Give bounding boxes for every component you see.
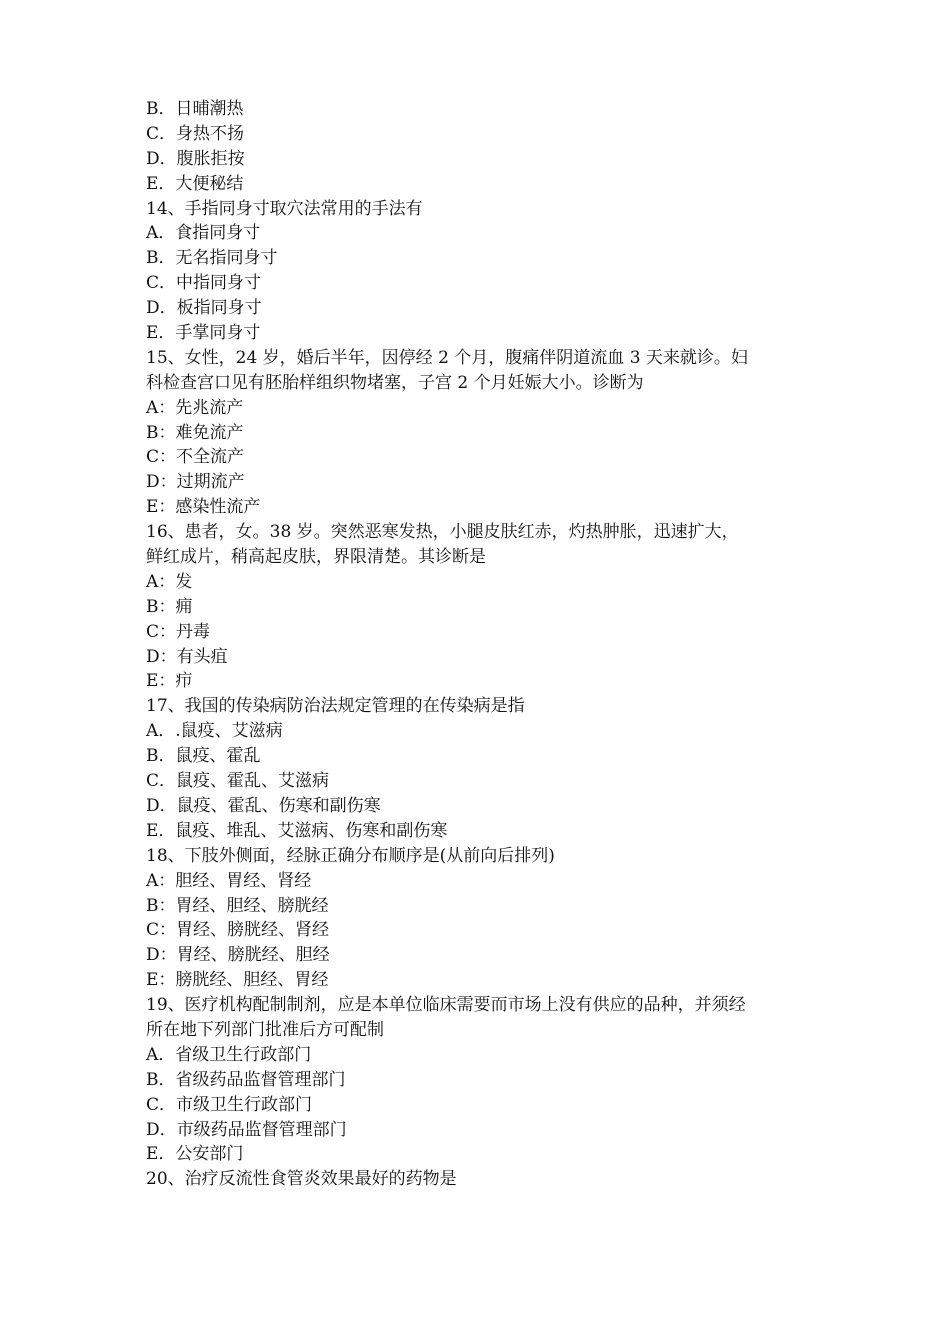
text-line: D．市级药品监督管理部门 [146,1119,347,1140]
text-line: A．.鼠疫、艾滋病 [146,721,283,742]
text-line: B：难免流产 [146,422,244,443]
text-line: A：发 [146,571,193,592]
text-line: A．省级卫生行政部门 [146,1044,312,1065]
text-line: B．无名指同身寸 [146,248,278,269]
text-line: E．大便秘结 [146,173,244,194]
text-line: E．鼠疫、堆乱、艾滋病、伤寒和副伤寒 [146,820,448,841]
text-line: 科检查宫口见有胚胎样组织物堵塞，子宫 2 个月妊娠大小。诊断为 [146,372,644,393]
text-line: 18、下肢外侧面，经脉正确分布顺序是(从前向后排列) [146,845,555,866]
text-line: D：胃经、膀胱经、胆经 [146,945,330,966]
text-line: E．公安部门 [146,1144,244,1165]
text-line: 20、治疗反流性食管炎效果最好的药物是 [146,1169,457,1190]
text-line: D．板指同身寸 [146,298,262,319]
text-line: E：感染性流产 [146,497,261,518]
text-line: A．食指同身寸 [146,223,261,244]
text-line: 鲜红成片，稍高起皮肤，界限清楚。其诊断是 [146,547,486,568]
text-line: B．省级药品监督管理部门 [146,1069,346,1090]
text-line: C．鼠疫、霍乱、艾滋病 [146,771,330,792]
text-line: 所在地下列部门批准后方可配制 [146,1019,384,1040]
text-line: D．腹胀拒按 [146,148,245,169]
text-line: 19、医疗机构配制制剂，应是本单位临床需要而市场上没有供应的品种，并须经 [146,995,746,1016]
text-line: B．鼠疫、霍乱 [146,746,261,767]
text-line: C．市级卫生行政部门 [146,1094,313,1115]
text-line: A：先兆流产 [146,397,244,418]
text-line: E．手掌同身寸 [146,323,261,344]
text-line: C：胃经、膀胱经、肾经 [146,920,330,941]
text-line: C．身热不扬 [146,123,245,144]
text-line: 16、患者，女。38 岁。突然恶寒发热，小腿皮肤红赤，灼热肿胀，迅速扩大， [146,522,739,543]
text-line: E：疖 [146,671,193,692]
text-line: B．日晡潮热 [146,99,244,119]
text-line: E：膀胱经、胆经、胃经 [146,970,329,991]
text-line: C：丹毒 [146,621,211,642]
text-line: B：痈 [146,596,193,617]
text-line: A：胆经、胃经、肾经 [146,870,312,891]
text-line: C．中指同身寸 [146,273,262,294]
text-line: D：有头疽 [146,646,228,667]
text-line: D：过期流产 [146,472,245,493]
text-line: 15、女性，24 岁，婚后半年，因停经 2 个月，腹痛伴阴道流血 3 天来就诊。妇 [146,347,748,368]
text-line: 17、我国的传染病防治法规定管理的在传染病是指 [146,696,525,717]
text-line: B：胃经、胆经、膀胱经 [146,895,329,916]
text-line: 14、手指同身寸取穴法常用的手法有 [146,198,423,219]
document-text [146,97,826,1192]
text-line: C：不全流产 [146,447,245,468]
text-line: D．鼠疫、霍乱、伤寒和副伤寒 [146,795,381,816]
